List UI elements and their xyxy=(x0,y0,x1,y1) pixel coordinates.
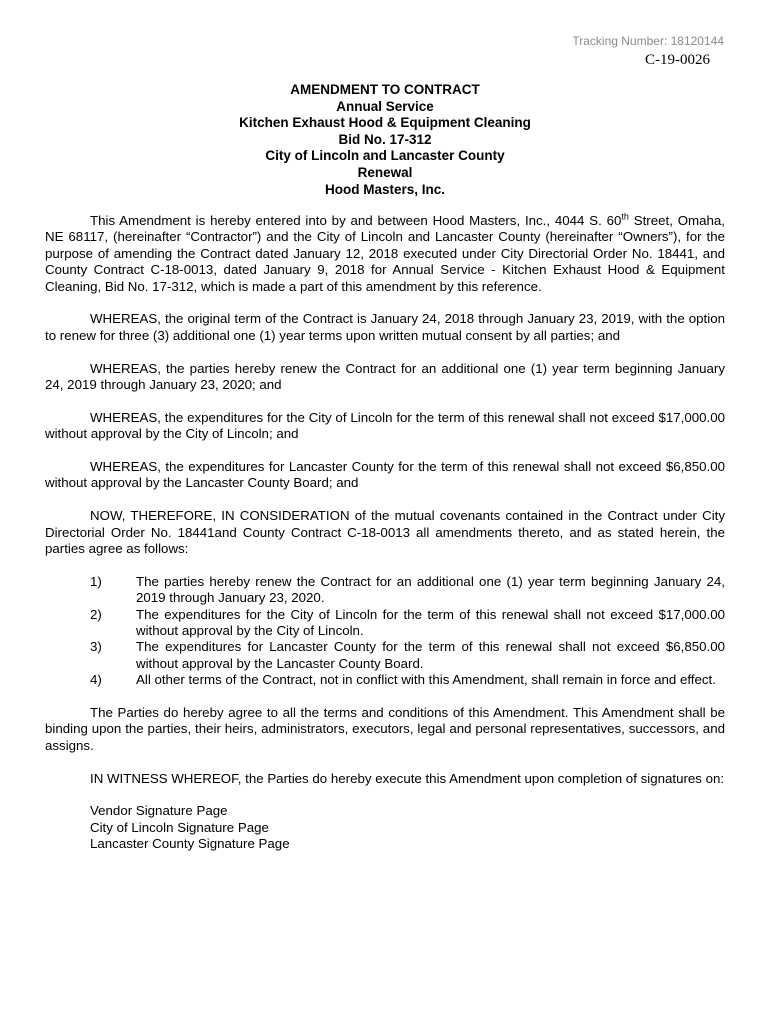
document-header xyxy=(0,82,770,198)
intro-text-pre: This Amendment is hereby entered into by and between Hood Masters, Inc., 4044 S. 60 xyxy=(90,213,622,228)
document-body xyxy=(45,213,725,853)
signature-page-item: Lancaster County Signature Page xyxy=(90,836,290,852)
whereas-paragraph: WHEREAS, the original term of the Contract is January 24, 2018 through January 23, 2019, with the option to renew for three (3) additional one (1) year terms upon written mutual consent by all parties; and xyxy=(45,311,725,343)
header-line: Renewal xyxy=(357,164,413,180)
tracking-number: Tracking Number: 18120144 xyxy=(572,34,724,48)
list-item xyxy=(45,672,725,688)
list-item-text: The parties hereby renew the Contract for an additional one (1) year term beginning January 24, 2019 through January 23, 2020. xyxy=(136,573,725,606)
list-item-number: 4) xyxy=(90,672,102,688)
list-item xyxy=(45,607,725,640)
list-item-text: The expenditures for Lancaster County for the term of this renewal shall not exceed $6,850.00 without approval by the Lancaster County Board. xyxy=(136,639,725,671)
intro-text-post: Street, Omaha, NE 68117, (hereinafter “Contractor”) and the City of Lincoln and Lancaster County (hereinafter “Owners”), for the purpose of amending the Contract dated January 12, 2018 executed under City Directorial Order No. 18441, and County Contract C-18-0013, dated January 9, 2018 for Annual Service - Kitchen Exhaust Hood & Equipment Cleaning, Bid No. 17-312, which is made a part of this amendment by this reference. xyxy=(45,213,725,294)
signature-pages-list xyxy=(90,803,725,852)
intro-superscript: th xyxy=(621,211,629,222)
whereas-paragraph: WHEREAS, the expenditures for the City of Lincoln for the term of this renewal shall not exceed $17,000.00 without approval by the City of Lincoln; and xyxy=(45,409,725,442)
list-item-text: All other terms of the Contract, not in conflict with this Amendment, shall remain in force and effect. xyxy=(136,672,716,688)
list-item-number: 1) xyxy=(90,573,102,589)
header-line: AMENDMENT TO CONTRACT xyxy=(290,82,480,97)
signature-page-item: City of Lincoln Signature Page xyxy=(90,819,269,835)
header-line: Kitchen Exhaust Hood & Equipment Cleaning xyxy=(239,115,531,131)
witness-paragraph: IN WITNESS WHEREOF, the Parties do hereby execute this Amendment upon completion of signatures on: xyxy=(90,770,725,786)
list-item xyxy=(45,574,725,607)
list-item-text: The expenditures for the City of Lincoln for the term of this renewal shall not exceed $17,000.00 without approval by the City of Lincoln. xyxy=(136,606,725,639)
list-item-number: 3) xyxy=(90,639,102,655)
whereas-paragraph: WHEREAS, the parties hereby renew the Contract for an additional one (1) year term beginning January 24, 2019 through January 23, 2020; and xyxy=(45,360,725,393)
list-item-number: 2) xyxy=(90,606,102,622)
list-item xyxy=(45,639,725,672)
therefore-paragraph: NOW, THEREFORE, IN CONSIDERATION of the mutual covenants contained in the Contract under City Directorial Order No. 18441and County Contract C-18-0013 all amendments thereto, and as stated herein, the parties agree as follows: xyxy=(45,508,725,557)
terms-list xyxy=(45,574,725,689)
header-line: City of Lincoln and Lancaster County xyxy=(265,148,505,164)
closing-paragraph: The Parties do hereby agree to all the terms and conditions of this Amendment. This Amendment shall be binding upon the parties, their heirs, administrators, executors, legal and personal representatives, successors, and assigns. xyxy=(45,705,725,753)
signature-page-item: Vendor Signature Page xyxy=(90,803,228,819)
header-line: Annual Service xyxy=(336,98,434,114)
intro-paragraph xyxy=(45,213,725,295)
whereas-paragraph: WHEREAS, the expenditures for Lancaster County for the term of this renewal shall not exceed $6,850.00 without approval by the Lancaster County Board; and xyxy=(45,459,725,491)
contract-code: C-19-0026 xyxy=(645,52,710,68)
header-line: Bid No. 17-312 xyxy=(338,131,432,147)
header-line: Hood Masters, Inc. xyxy=(324,181,446,197)
